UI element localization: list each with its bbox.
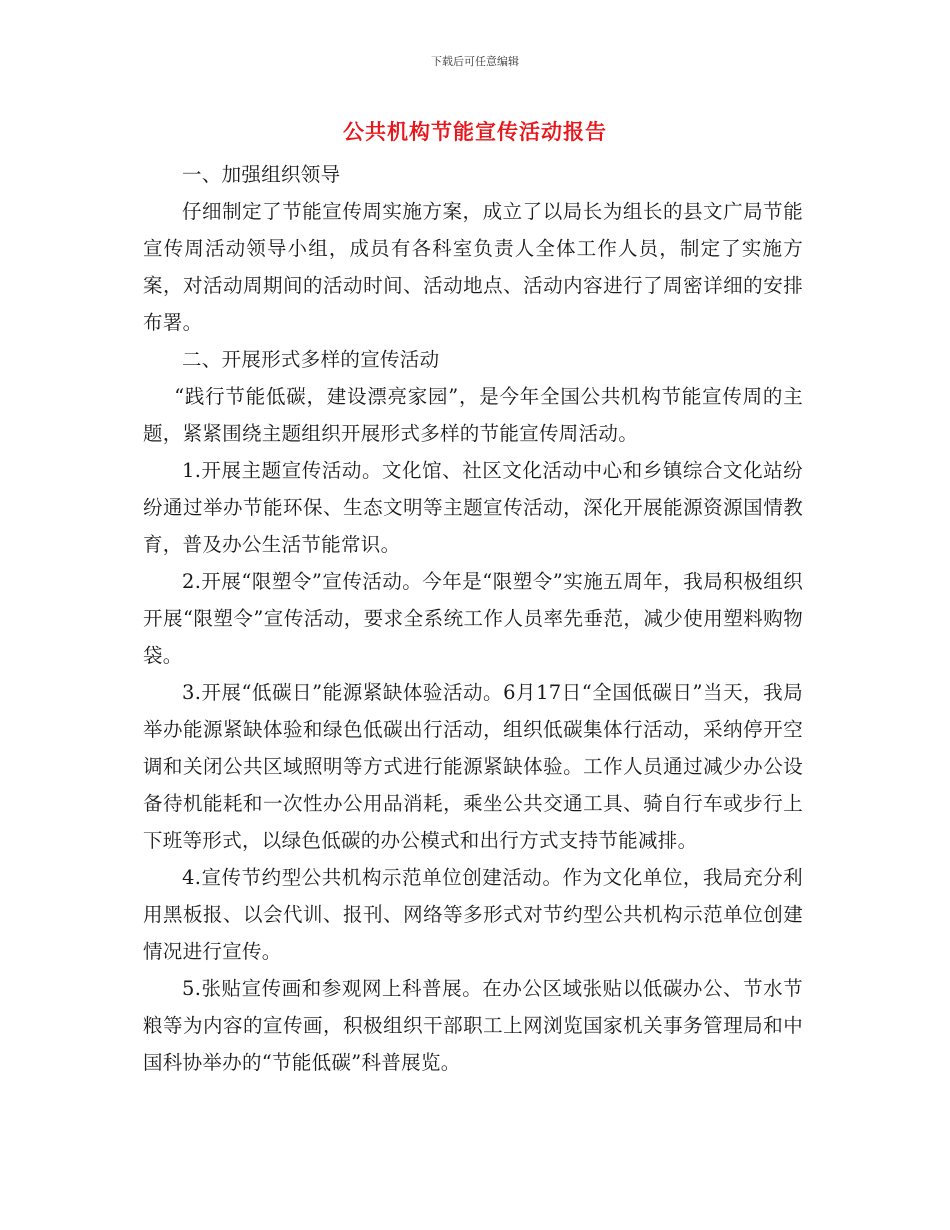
section-heading-1: 一、加强组织领导 [182, 163, 341, 186]
paragraph-item-4: 4.宣传节约型公共机构示范单位创建活动。作为文化单位，我局充分利用黑板报、以会代训、报刊、网络等多形式对节约型公共机构示范单位创建情况进行宣传。 [143, 866, 803, 963]
paragraph-item-2: 2.开展“限塑令”宣传活动。今年是“限塑令”实施五周年，我局积极组织开展“限塑令”宣传活动，要求全系统工作人员率先垂范，减少使用塑料购物袋。 [143, 570, 803, 667]
paragraph-organization: 仔细制定了节能宣传周实施方案，成立了以局长为组长的县文广局节能宣传周活动领导小组，成员有各科室负责人全体工作人员，制定了实施方案，对活动周期间的活动时间、活动地点、活动内容进行了周密详细的安排布署。 [143, 200, 803, 334]
section-heading-2: 二、开展形式多样的宣传活动 [182, 348, 440, 371]
paragraph-item-3: 3.开展“低碳日”能源紧缺体验活动。6月17日“全国低碳日”当天，我局举办能源紧缺体验和绿色低碳出行活动，组织低碳集体行活动，采纳停开空调和关闭公共区域照明等方式进行能源紧缺体验。工作人员通过减少办公设备待机能耗和一次性办公用品消耗，乘坐公共交通工具、骑自行车或步行上下班等形式，以绿色低碳的办公模式和出行方式支持节能减排。 [143, 681, 803, 852]
header-note: 下载后可任意编辑 [431, 55, 519, 68]
document-body [143, 156, 803, 1081]
paragraph-theme: “践行节能低碳，建设漂亮家园”，是今年全国公共机构节能宣传周的主题，紧紧围绕主题组织开展形式多样的节能宣传周活动。 [143, 385, 803, 445]
paragraph-item-5: 5.张贴宣传画和参观网上科普展。在办公区域张贴以低碳办公、节水节粮等为内容的宣传画，积极组织干部职工上网浏览国家机关事务管理局和中国科协举办的“节能低碳”科普展览。 [143, 977, 803, 1074]
paragraph-item-1: 1.开展主题宣传活动。文化馆、社区文化活动中心和乡镇综合文化站纷纷通过举办节能环保、生态文明等主题宣传活动，深化开展能源资源国情教育，普及办公生活节能常识。 [143, 459, 803, 556]
document-title: 公共机构节能宣传活动报告 [343, 120, 607, 144]
